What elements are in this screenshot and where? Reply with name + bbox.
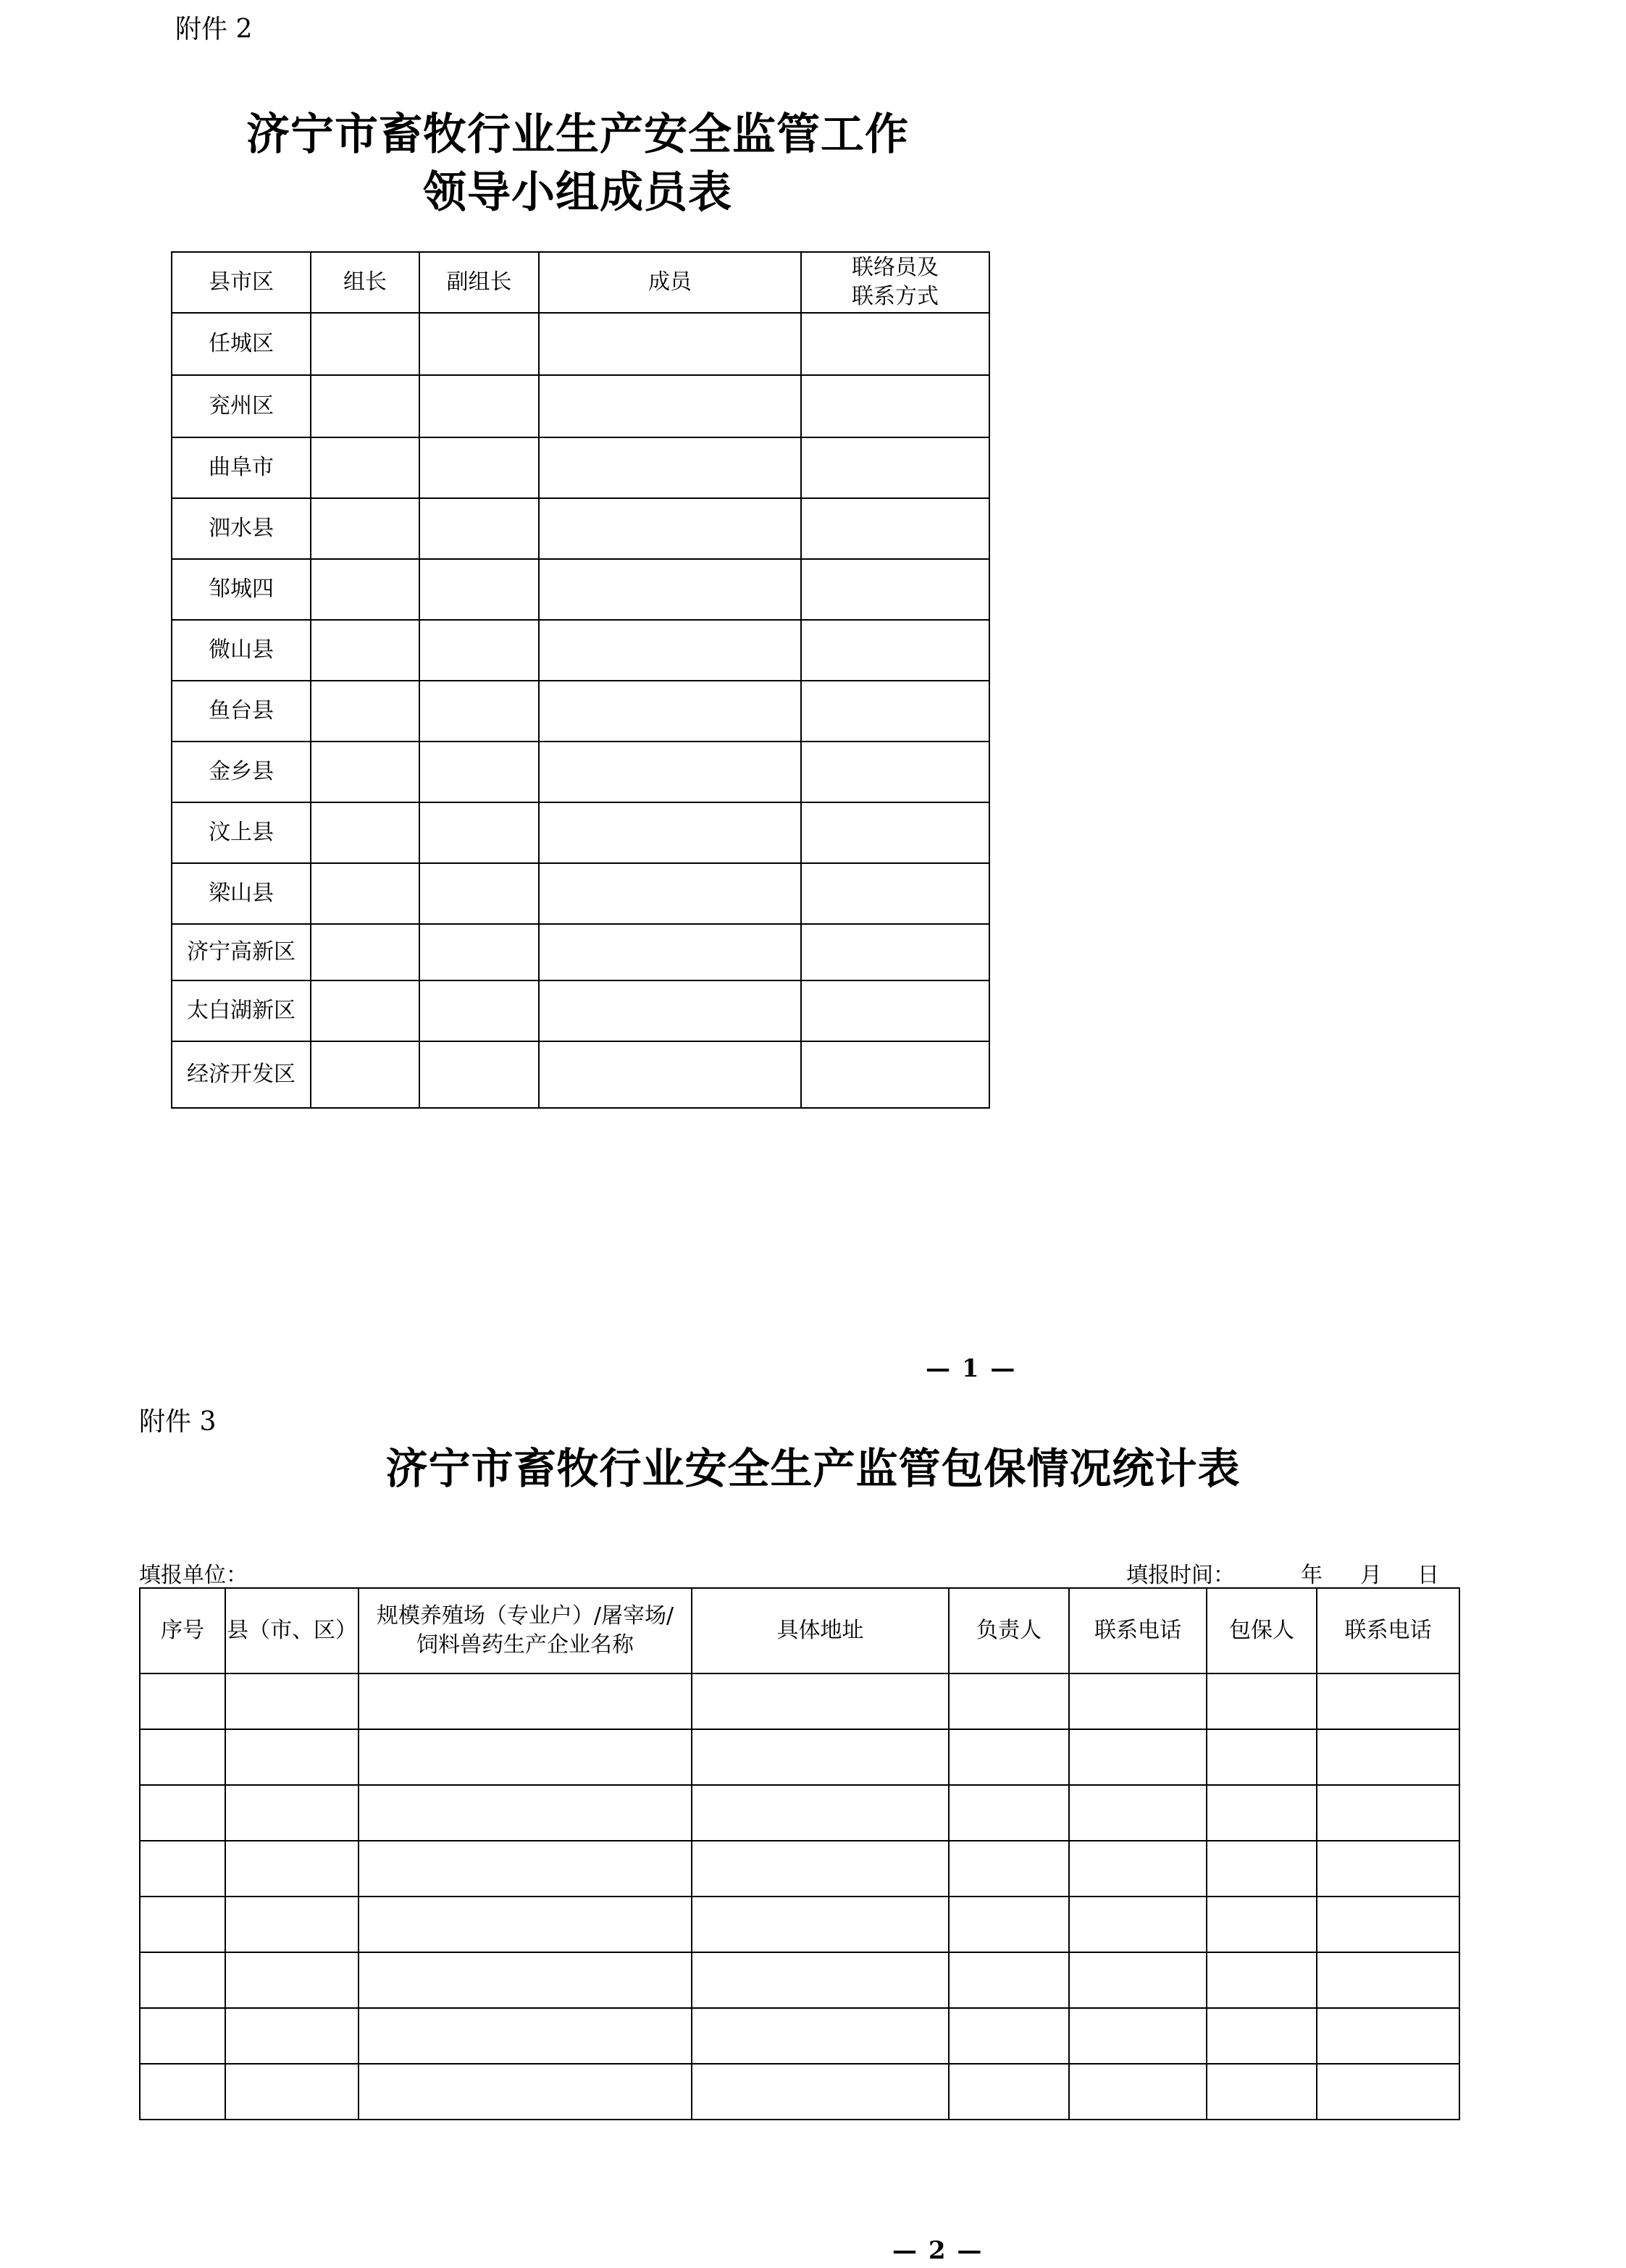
person-in-charge-cell[interactable] bbox=[949, 1952, 1069, 2008]
person-in-charge-cell[interactable] bbox=[949, 1729, 1069, 1785]
members-cell[interactable] bbox=[539, 802, 801, 863]
leader-cell[interactable] bbox=[311, 559, 419, 620]
address-cell[interactable] bbox=[692, 2008, 949, 2064]
deputy-leader-cell[interactable] bbox=[419, 681, 539, 742]
leader-cell[interactable] bbox=[311, 437, 419, 498]
person-in-charge-cell[interactable] bbox=[949, 1841, 1069, 1897]
district-name: 鱼台县 bbox=[172, 681, 311, 742]
enterprise-name-cell[interactable] bbox=[359, 2008, 692, 2064]
table-row bbox=[172, 375, 989, 437]
address-cell[interactable] bbox=[692, 2064, 949, 2120]
header-leader: 组长 bbox=[311, 252, 419, 313]
table-row bbox=[172, 498, 989, 559]
members-cell[interactable] bbox=[539, 498, 801, 559]
guarantor-cell[interactable] bbox=[1207, 1729, 1317, 1785]
address-cell[interactable] bbox=[692, 1729, 949, 1785]
members-cell[interactable] bbox=[539, 742, 801, 802]
enterprise-name-cell[interactable] bbox=[359, 1952, 692, 2008]
deputy-leader-cell[interactable] bbox=[419, 980, 539, 1041]
deputy-leader-cell[interactable] bbox=[419, 313, 539, 375]
header-liaison-contact: 联络员及 联系方式 bbox=[801, 252, 989, 313]
page-number-1: — 1 — bbox=[926, 1354, 1017, 1383]
district-name: 兖州区 bbox=[172, 375, 311, 437]
guarantor-phone-cell[interactable] bbox=[1317, 1785, 1459, 1841]
header-serial-no: 序号 bbox=[140, 1588, 225, 1673]
table-row bbox=[140, 2064, 1459, 2120]
county-cell[interactable] bbox=[225, 2064, 359, 2120]
deputy-leader-cell[interactable] bbox=[419, 1041, 539, 1108]
table-row bbox=[140, 1673, 1459, 1729]
liaison-cell[interactable] bbox=[801, 375, 989, 437]
liaison-cell[interactable] bbox=[801, 742, 989, 802]
guarantor-phone-cell[interactable] bbox=[1317, 1729, 1459, 1785]
table-row bbox=[172, 863, 989, 924]
person-in-charge-cell[interactable] bbox=[949, 1785, 1069, 1841]
members-cell[interactable] bbox=[539, 559, 801, 620]
table1-title-line2: 领导小组成员表 bbox=[423, 167, 732, 218]
district-name: 邹城四 bbox=[172, 559, 311, 620]
guarantor-phone-cell[interactable] bbox=[1317, 1952, 1459, 2008]
leader-cell[interactable] bbox=[311, 980, 419, 1041]
table-row bbox=[172, 802, 989, 863]
person-in-charge-cell[interactable] bbox=[949, 1673, 1069, 1729]
header-enterprise-name: 规模养殖场（专业户）/屠宰场/ 饲料兽药生产企业名称 bbox=[359, 1588, 692, 1673]
header-address: 具体地址 bbox=[692, 1588, 949, 1673]
phone-cell[interactable] bbox=[1069, 1673, 1207, 1729]
county-cell[interactable] bbox=[225, 1673, 359, 1729]
leader-cell[interactable] bbox=[311, 1041, 419, 1108]
district-name: 曲阜市 bbox=[172, 437, 311, 498]
table1-header-row bbox=[172, 252, 989, 313]
district-name: 微山县 bbox=[172, 620, 311, 681]
guarantor-phone-cell[interactable] bbox=[1317, 1897, 1459, 1952]
liaison-cell[interactable] bbox=[801, 1041, 989, 1108]
members-cell[interactable] bbox=[539, 980, 801, 1041]
supervision-statistics-table bbox=[139, 1587, 1460, 2120]
leader-cell[interactable] bbox=[311, 375, 419, 437]
table-row bbox=[172, 437, 989, 498]
guarantor-cell[interactable] bbox=[1207, 2008, 1317, 2064]
header-deputy-leader: 副组长 bbox=[419, 252, 539, 313]
leader-cell[interactable] bbox=[311, 498, 419, 559]
leader-cell[interactable] bbox=[311, 924, 419, 980]
serial-cell[interactable] bbox=[140, 1897, 225, 1952]
district-name: 泗水县 bbox=[172, 498, 311, 559]
leader-cell[interactable] bbox=[311, 620, 419, 681]
deputy-leader-cell[interactable] bbox=[419, 437, 539, 498]
enterprise-name-cell[interactable] bbox=[359, 1785, 692, 1841]
members-cell[interactable] bbox=[539, 1041, 801, 1108]
enterprise-name-cell[interactable] bbox=[359, 2064, 692, 2120]
serial-cell[interactable] bbox=[140, 1729, 225, 1785]
county-cell[interactable] bbox=[225, 1785, 359, 1841]
date-month: 月 bbox=[1360, 1563, 1382, 1588]
header-guarantor-phone: 联系电话 bbox=[1317, 1588, 1459, 1673]
fill-unit-label: 填报单位： bbox=[139, 1563, 248, 1588]
table-row bbox=[172, 980, 989, 1041]
guarantor-cell[interactable] bbox=[1207, 1785, 1317, 1841]
serial-cell[interactable] bbox=[140, 2064, 225, 2120]
header-phone: 联系电话 bbox=[1069, 1588, 1207, 1673]
members-cell[interactable] bbox=[539, 863, 801, 924]
guarantor-phone-cell[interactable] bbox=[1317, 2064, 1459, 2120]
guarantor-cell[interactable] bbox=[1207, 2064, 1317, 2120]
serial-cell[interactable] bbox=[140, 1785, 225, 1841]
annex-2-label: 附件 2 bbox=[175, 14, 253, 44]
deputy-leader-cell[interactable] bbox=[419, 620, 539, 681]
liaison-cell[interactable] bbox=[801, 313, 989, 375]
deputy-leader-cell[interactable] bbox=[419, 802, 539, 863]
liaison-cell[interactable] bbox=[801, 681, 989, 742]
liaison-cell[interactable] bbox=[801, 498, 989, 559]
leader-cell[interactable] bbox=[311, 863, 419, 924]
guarantor-phone-cell[interactable] bbox=[1317, 1841, 1459, 1897]
liaison-cell[interactable] bbox=[801, 620, 989, 681]
enterprise-name-cell[interactable] bbox=[359, 1841, 692, 1897]
serial-cell[interactable] bbox=[140, 1841, 225, 1897]
leadership-group-table bbox=[171, 251, 990, 1109]
district-name: 汶上县 bbox=[172, 802, 311, 863]
header-county: 县（市、区） bbox=[225, 1588, 359, 1673]
header-members: 成员 bbox=[539, 252, 801, 313]
district-name: 经济开发区 bbox=[172, 1041, 311, 1108]
members-cell[interactable] bbox=[539, 437, 801, 498]
district-name: 任城区 bbox=[172, 313, 311, 375]
deputy-leader-cell[interactable] bbox=[419, 498, 539, 559]
liaison-cell[interactable] bbox=[801, 802, 989, 863]
district-name: 梁山县 bbox=[172, 863, 311, 924]
table-row bbox=[140, 1952, 1459, 2008]
table-row bbox=[172, 742, 989, 802]
enterprise-name-cell[interactable] bbox=[359, 1673, 692, 1729]
table-row bbox=[140, 1841, 1459, 1897]
table2-title: 济宁市畜牧行业安全生产监管包保情况统计表 bbox=[385, 1444, 1241, 1493]
members-cell[interactable] bbox=[539, 620, 801, 681]
district-name: 金乡县 bbox=[172, 742, 311, 802]
members-cell[interactable] bbox=[539, 375, 801, 437]
guarantor-cell[interactable] bbox=[1207, 1673, 1317, 1729]
date-day: 日 bbox=[1417, 1563, 1439, 1588]
deputy-leader-cell[interactable] bbox=[419, 742, 539, 802]
table-row bbox=[140, 1729, 1459, 1785]
guarantor-phone-cell[interactable] bbox=[1317, 1673, 1459, 1729]
table-row bbox=[140, 1897, 1459, 1952]
table-row bbox=[172, 620, 989, 681]
members-cell[interactable] bbox=[539, 313, 801, 375]
serial-cell[interactable] bbox=[140, 2008, 225, 2064]
serial-cell[interactable] bbox=[140, 1673, 225, 1729]
fill-time-label: 填报时间： bbox=[1126, 1563, 1235, 1588]
serial-cell[interactable] bbox=[140, 1952, 225, 2008]
person-in-charge-cell[interactable] bbox=[949, 2064, 1069, 2120]
liaison-cell[interactable] bbox=[801, 980, 989, 1041]
guarantor-phone-cell[interactable] bbox=[1317, 2008, 1459, 2064]
deputy-leader-cell[interactable] bbox=[419, 924, 539, 980]
enterprise-name-cell[interactable] bbox=[359, 1897, 692, 1952]
header-district: 县市区 bbox=[172, 252, 311, 313]
leader-cell[interactable] bbox=[311, 802, 419, 863]
header-person-in-charge: 负责人 bbox=[949, 1588, 1069, 1673]
address-cell[interactable] bbox=[692, 1673, 949, 1729]
table-row bbox=[172, 924, 989, 980]
address-cell[interactable] bbox=[692, 1841, 949, 1897]
county-cell[interactable] bbox=[225, 1729, 359, 1785]
date-year: 年 bbox=[1301, 1563, 1323, 1588]
table2-header-row bbox=[140, 1588, 1459, 1673]
liaison-cell[interactable] bbox=[801, 437, 989, 498]
phone-cell[interactable] bbox=[1069, 2064, 1207, 2120]
guarantor-cell[interactable] bbox=[1207, 1897, 1317, 1952]
members-cell[interactable] bbox=[539, 681, 801, 742]
phone-cell[interactable] bbox=[1069, 1785, 1207, 1841]
district-name: 济宁高新区 bbox=[172, 924, 311, 980]
leader-cell[interactable] bbox=[311, 313, 419, 375]
phone-cell[interactable] bbox=[1069, 1897, 1207, 1952]
person-in-charge-cell[interactable] bbox=[949, 2008, 1069, 2064]
table-row bbox=[172, 559, 989, 620]
phone-cell[interactable] bbox=[1069, 1952, 1207, 2008]
county-cell[interactable] bbox=[225, 2008, 359, 2064]
leader-cell[interactable] bbox=[311, 742, 419, 802]
enterprise-name-cell[interactable] bbox=[359, 1729, 692, 1785]
deputy-leader-cell[interactable] bbox=[419, 375, 539, 437]
liaison-cell[interactable] bbox=[801, 559, 989, 620]
address-cell[interactable] bbox=[692, 1785, 949, 1841]
page-number-2: — 2 — bbox=[892, 2236, 984, 2265]
table-row bbox=[172, 313, 989, 375]
county-cell[interactable] bbox=[225, 1952, 359, 2008]
table1-title-line1: 济宁市畜牧行业生产安全监管工作 bbox=[246, 109, 909, 160]
deputy-leader-cell[interactable] bbox=[419, 559, 539, 620]
person-in-charge-cell[interactable] bbox=[949, 1897, 1069, 1952]
phone-cell[interactable] bbox=[1069, 1841, 1207, 1897]
address-cell[interactable] bbox=[692, 1897, 949, 1952]
phone-cell[interactable] bbox=[1069, 2008, 1207, 2064]
county-cell[interactable] bbox=[225, 1841, 359, 1897]
table-row bbox=[172, 681, 989, 742]
leader-cell[interactable] bbox=[311, 681, 419, 742]
guarantor-cell[interactable] bbox=[1207, 1841, 1317, 1897]
address-cell[interactable] bbox=[692, 1952, 949, 2008]
county-cell[interactable] bbox=[225, 1897, 359, 1952]
district-name: 太白湖新区 bbox=[172, 980, 311, 1041]
guarantor-cell[interactable] bbox=[1207, 1952, 1317, 2008]
header-guarantor: 包保人 bbox=[1207, 1588, 1317, 1673]
deputy-leader-cell[interactable] bbox=[419, 863, 539, 924]
table-row bbox=[140, 2008, 1459, 2064]
table-row bbox=[172, 1041, 989, 1108]
members-cell[interactable] bbox=[539, 924, 801, 980]
phone-cell[interactable] bbox=[1069, 1729, 1207, 1785]
annex-3-label: 附件 3 bbox=[139, 1407, 217, 1437]
liaison-cell[interactable] bbox=[801, 924, 989, 980]
table-row bbox=[140, 1785, 1459, 1841]
liaison-cell[interactable] bbox=[801, 863, 989, 924]
